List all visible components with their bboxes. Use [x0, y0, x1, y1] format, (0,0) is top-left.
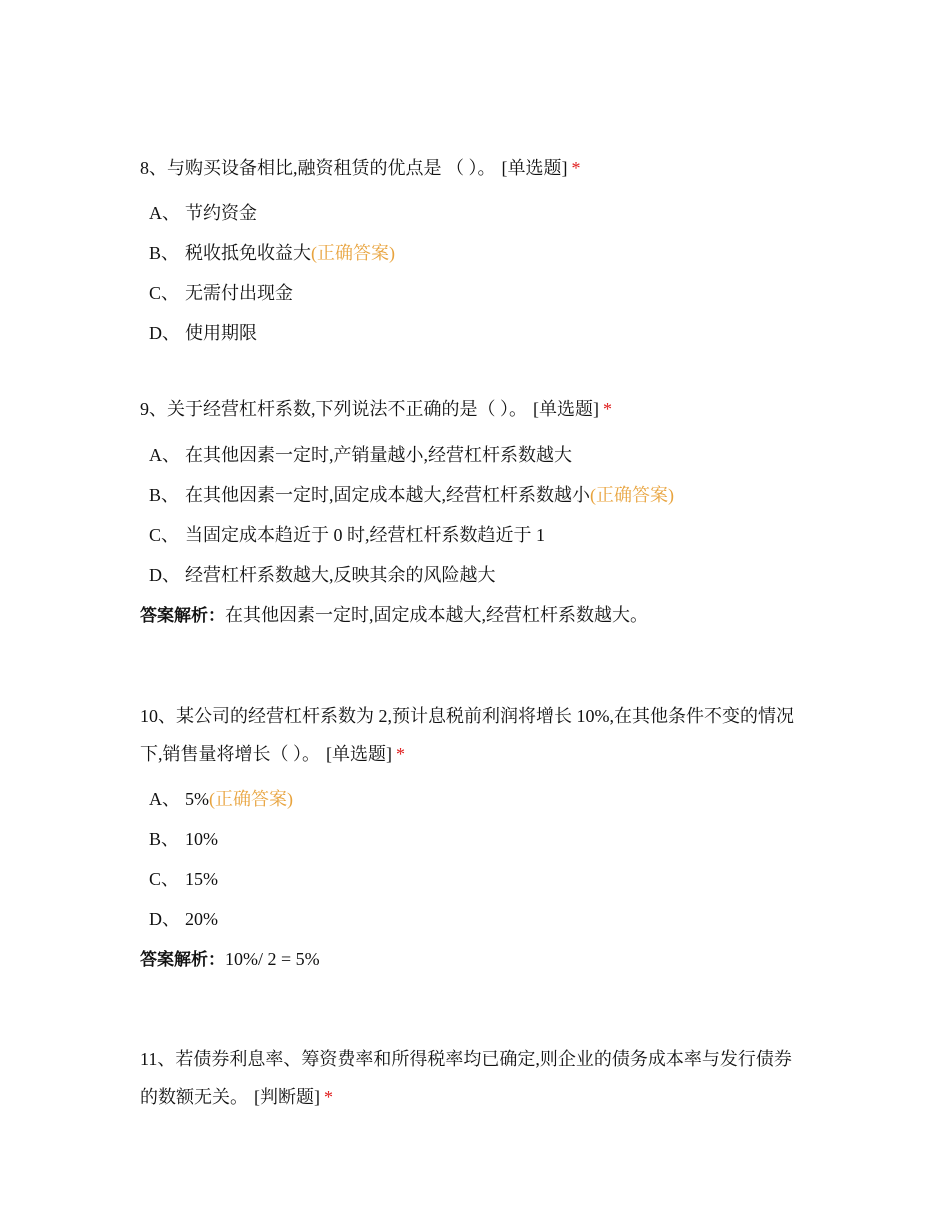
- required-mark: *: [571, 158, 581, 178]
- option-a: [140, 193, 805, 233]
- question-number: 9、: [140, 399, 167, 419]
- question-number: 11、: [140, 1049, 176, 1069]
- question-number: 8、: [140, 158, 167, 178]
- option-letter: A、: [149, 789, 180, 809]
- option-letter: A、: [149, 203, 180, 223]
- question-10: [140, 697, 805, 980]
- option-c: [140, 515, 805, 555]
- answer-analysis: [140, 939, 805, 980]
- option-letter: B、: [149, 243, 180, 263]
- required-mark: *: [324, 1087, 333, 1107]
- option-d: [140, 899, 805, 939]
- question-text: 与购买设备相比,融资租赁的优点是 （ ）。: [167, 158, 496, 178]
- option-letter: D、: [149, 565, 180, 585]
- option-letter: C、: [149, 869, 180, 889]
- required-mark: *: [603, 399, 612, 419]
- analysis-label: 答案解析：: [140, 950, 225, 970]
- correct-answer-mark: (正确答案): [311, 243, 395, 263]
- question-title: [140, 1040, 805, 1116]
- option-d: [140, 313, 805, 353]
- answer-analysis: [140, 595, 805, 636]
- option-text: 节约资金: [185, 203, 257, 223]
- question-text: 关于经营杠杆系数,下列说法不正确的是（ ）。: [167, 399, 527, 419]
- option-list: [140, 435, 805, 595]
- option-text: 20%: [185, 909, 218, 929]
- option-list: [140, 779, 805, 939]
- option-c: [140, 859, 805, 899]
- option-text: 5%: [185, 789, 209, 809]
- option-text: 当固定成本趋近于 0 时,经营杠杆系数趋近于 1: [185, 525, 545, 545]
- question-type: [单选题]: [501, 158, 568, 178]
- option-letter: B、: [149, 829, 180, 849]
- required-mark: *: [396, 744, 405, 764]
- option-letter: D、: [149, 323, 180, 343]
- correct-answer-mark: (正确答案): [209, 789, 293, 809]
- question-title: [140, 697, 805, 773]
- question-type: [单选题]: [326, 744, 392, 764]
- option-text: 使用期限: [185, 323, 257, 343]
- option-letter: B、: [149, 485, 180, 505]
- option-letter: C、: [149, 525, 180, 545]
- question-title: [140, 149, 805, 187]
- analysis-label: 答案解析：: [140, 606, 225, 626]
- option-a: [140, 779, 805, 819]
- option-d: [140, 555, 805, 595]
- analysis-text: 在其他因素一定时,固定成本越大,经营杠杆系数越大。: [225, 605, 648, 625]
- question-11: [140, 1040, 805, 1116]
- option-text: 税收抵免收益大: [185, 243, 311, 263]
- option-c: [140, 273, 805, 313]
- option-list: [140, 193, 805, 353]
- option-b: [140, 819, 805, 859]
- option-text: 10%: [185, 829, 218, 849]
- option-letter: C、: [149, 283, 180, 303]
- question-title: [140, 390, 805, 428]
- question-number: 10、: [140, 706, 176, 726]
- option-b: [140, 233, 805, 273]
- option-text: 15%: [185, 869, 218, 889]
- option-text: 在其他因素一定时,产销量越小,经营杠杆系数越大: [185, 445, 572, 465]
- question-text: 若债券利息率、筹资费率和所得税率均已确定,则企业的债务成本率与发行债券的数额无关。: [140, 1049, 792, 1107]
- question-text: 某公司的经营杠杆系数为 2,预计息税前利润将增长 10%,在其他条件不变的情况下,销售量将增长（ ）。: [140, 706, 794, 764]
- question-8: [140, 149, 805, 353]
- option-a: [140, 435, 805, 475]
- option-letter: D、: [149, 909, 180, 929]
- analysis-text: 10%/ 2 = 5%: [225, 949, 320, 969]
- question-9: [140, 390, 805, 636]
- question-type: [单选题]: [533, 399, 599, 419]
- correct-answer-mark: (正确答案): [590, 485, 674, 505]
- question-type: [判断题]: [254, 1087, 320, 1107]
- option-text: 在其他因素一定时,固定成本越大,经营杠杆系数越小: [185, 485, 590, 505]
- option-text: 经营杠杆系数越大,反映其余的风险越大: [185, 565, 496, 585]
- option-letter: A、: [149, 445, 180, 465]
- option-b: [140, 475, 805, 515]
- option-text: 无需付出现金: [185, 283, 293, 303]
